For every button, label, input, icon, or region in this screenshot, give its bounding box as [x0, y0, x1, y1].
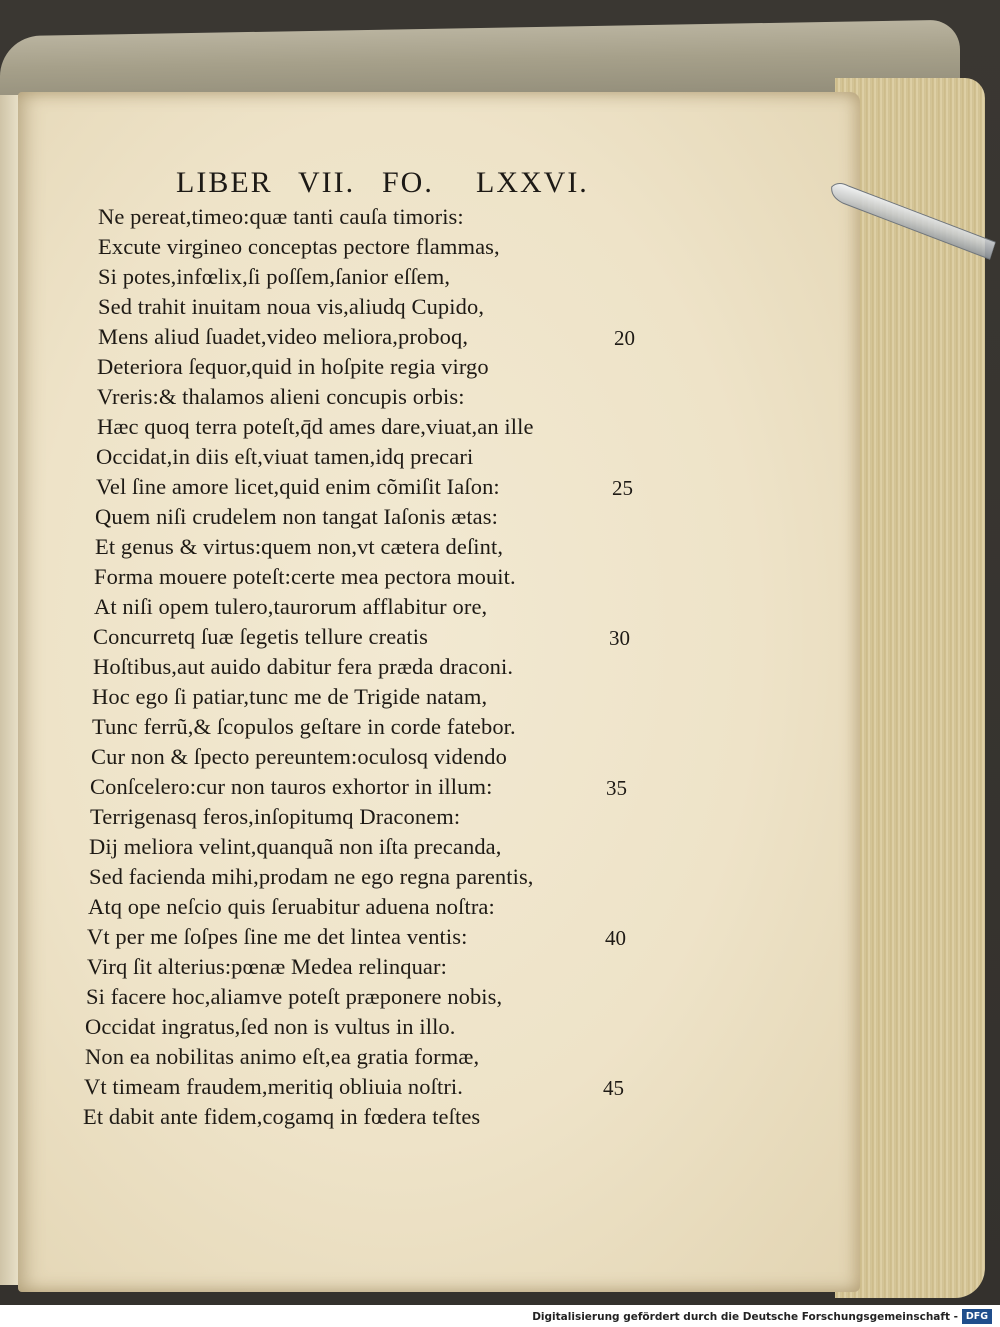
header-book: LIBER — [176, 166, 273, 199]
verse-line: Tunc ferrũ,& ſcopulos geſtare in corde fatebor. — [92, 714, 516, 739]
verse-line: Occidat ingratus,ſed non is vultus in illo. — [85, 1014, 456, 1039]
line-number: 40 — [605, 926, 626, 950]
verse-line: Excute virgineo conceptas pectore flammas, — [98, 234, 500, 259]
verse-line: Dij meliora velint,quanquã non iſta precanda, — [89, 834, 502, 859]
verse-line: Terrigenasq feros,inſopitumq Draconem: — [90, 804, 461, 829]
verse-line: Sed trahit inuitam noua vis,aliudq Cupido, — [98, 294, 485, 319]
line-number: 30 — [609, 626, 630, 650]
verse-line: Et genus & virtus:quem non,vt cætera deſint, — [95, 534, 504, 559]
verse-line: Atq ope neſcio quis ſeruabitur aduena noſtra: — [88, 894, 495, 919]
verse-line: Mens aliud ſuadet,video meliora,proboq, — [98, 324, 469, 349]
funding-credit: Digitalisierung gefördert durch die Deutsche Forschungsgemeinschaft - — [532, 1311, 958, 1323]
line-number: 35 — [606, 776, 627, 800]
header-folio-label: FO. — [382, 166, 434, 199]
verse-line: Deteriora ſequor,quid in hoſpite regia virgo — [97, 354, 489, 379]
verse-line: Virq ſit alterius:pœnæ Medea relinquar: — [87, 954, 447, 979]
header-book-number: VII. — [298, 166, 356, 199]
verse-line: Conſcelero:cur non tauros exhortor in illum: — [90, 774, 493, 799]
verse-line: Hæc quoq terra poteſt,q̄d ames dare,viuat,an ille — [97, 414, 534, 439]
verse-line: Si facere hoc,aliamve poteſt præponere nobis, — [86, 984, 503, 1009]
verse-line: Quem niſi crudelem non tangat Iaſonis ætas: — [95, 504, 498, 529]
verse-line: Vt timeam fraudem,meritiq obliuia noſtri. — [84, 1074, 464, 1099]
verse-line: Sed facienda mihi,prodam ne ego regna parentis, — [89, 864, 534, 889]
verse-line: Occidat,in diis eſt,viuat tamen,idq precari — [96, 444, 474, 469]
verse-line: Hoc ego ſi patiar,tunc me de Trigide natam, — [92, 684, 488, 709]
verse-line: Concurretq ſuæ ſegetis tellure creatis — [93, 624, 428, 649]
verse-line: Si potes,infœlix,ſi poſſem,ſanior eſſem, — [98, 264, 451, 289]
verse-line: Hoſtibus,aut auido dabitur fera præda draconi. — [93, 654, 514, 679]
line-number: 45 — [603, 1076, 624, 1100]
verse-line: Vreris:& thalamos alieni concupis orbis: — [97, 384, 465, 409]
verse-line: Cur non & ſpecto pereuntem:oculosq videndo — [91, 744, 507, 769]
verse-line: Vel ſine amore licet,quid enim cõmiſit Iaſon: — [96, 474, 500, 499]
line-number: 25 — [612, 476, 633, 500]
verse-line: Ne pereat,timeo:quæ tanti cauſa timoris: — [98, 204, 464, 229]
verse-line: Vt per me ſoſpes ſine me det lintea ventis: — [87, 924, 468, 949]
header-folio-number: LXXVI. — [476, 166, 589, 199]
verse-line: Non ea nobilitas animo eſt,ea gratia formæ, — [85, 1044, 480, 1069]
verse-line: At niſi opem tulero,taurorum afflabitur ore, — [94, 594, 488, 619]
verse-line: Et dabit ante fidem,cogamq in fœdera teſtes — [83, 1104, 481, 1129]
dfg-logo: DFG — [962, 1309, 992, 1324]
verse-line: Forma mouere poteſt:certe mea pectora mouit. — [94, 564, 516, 589]
line-number: 20 — [614, 326, 635, 350]
